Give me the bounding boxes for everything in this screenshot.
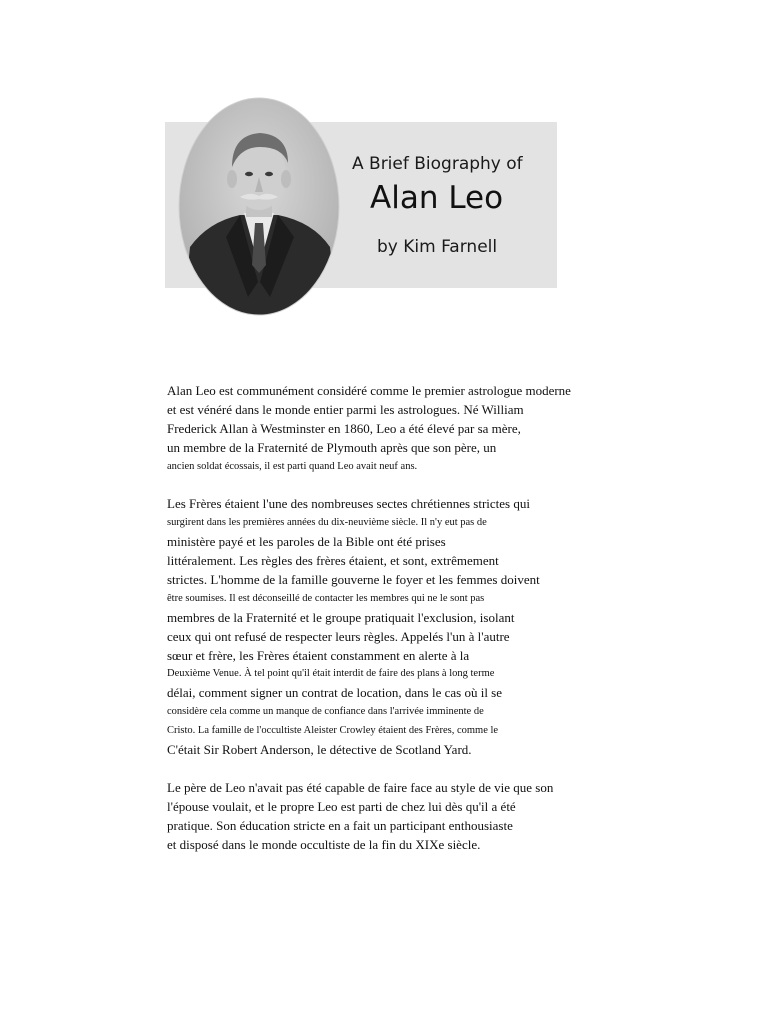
text-line: sœur et frère, les Frères étaient constamment en alerte à la: [167, 647, 470, 663]
text-line: Frederick Allan à Westminster en 1860, Leo a été élevé par sa mère,: [167, 420, 521, 436]
biography-text: [167, 382, 597, 873]
text-line: un membre de la Fraternité de Plymouth après que son père, un: [167, 439, 497, 455]
text-line: et disposé dans le monde occultiste de la fin du XIXe siècle.: [167, 836, 481, 852]
text-line: membres de la Fraternité et le groupe pratiquait l'exclusion, isolant: [167, 609, 515, 625]
author-byline: by Kim Farnell: [377, 237, 498, 257]
text-line: Deuxième Venue. À tel point qu'il était interdit de faire des plans à long terme: [167, 668, 495, 680]
text-line: être soumises. Il est déconseillé de contacter les membres qui ne le sont pas: [167, 592, 485, 604]
portrait-photo-icon: [178, 97, 340, 316]
paragraph-1: [167, 382, 597, 476]
text-line: et est vénéré dans le monde entier parmi les astrologues. Né William: [167, 401, 524, 417]
text-line: ceux qui ont refusé de respecter leurs règles. Appelés l'un à l'autre: [167, 628, 510, 644]
text-line: Cristo. La famille de l'occultiste Aleister Crowley étaient des Frères, comme le: [167, 725, 499, 737]
text-line: surgirent dans les premières années du dix-neuvième siècle. Il n'y eut pas de: [167, 517, 487, 529]
text-line: considère cela comme un manque de confiance dans l'arrivée imminente de: [167, 706, 484, 718]
text-line: strictes. L'homme de la famille gouverne le foyer et les femmes doivent: [167, 572, 540, 588]
paragraph-2: [167, 495, 597, 759]
text-line: ministère payé et les paroles de la Bible ont été prises: [167, 534, 446, 550]
text-line: délai, comment signer un contrat de location, dans le cas où il se: [167, 685, 503, 701]
subtitle: A Brief Biography of: [352, 154, 523, 174]
page-title: Alan Leo: [370, 180, 504, 216]
text-line: C'était Sir Robert Anderson, le détective de Scotland Yard.: [167, 742, 472, 758]
text-line: Les Frères étaient l'une des nombreuses sectes chrétiennes strictes qui: [167, 496, 530, 512]
text-line: ancien soldat écossais, il est parti quand Leo avait neuf ans.: [167, 460, 418, 472]
text-line: pratique. Son éducation stricte en a fait un participant enthousiaste: [167, 817, 513, 833]
text-line: Alan Leo est communément considéré comme le premier astrologue moderne: [167, 383, 571, 398]
text-line: Le père de Leo n'avait pas été capable de faire face au style de vie que son: [167, 779, 554, 795]
paragraph-3: [167, 779, 597, 855]
text-line: littéralement. Les règles des frères étaient, et sont, extrêmement: [167, 553, 499, 569]
text-line: l'épouse voulait, et le propre Leo est parti de chez lui dès qu'il a été: [167, 798, 516, 814]
